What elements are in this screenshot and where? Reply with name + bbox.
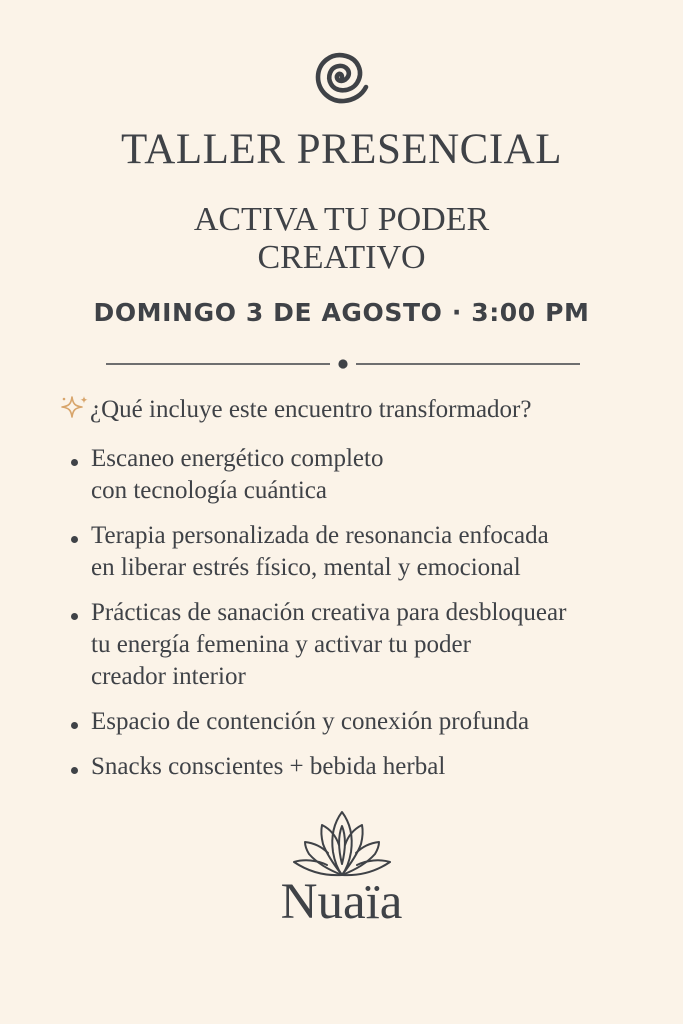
lotus-icon bbox=[289, 808, 395, 880]
includes-list bbox=[70, 443, 670, 796]
subtitle bbox=[0, 201, 683, 277]
subtitle-line-1: ACTIVA TU PODER bbox=[193, 201, 490, 238]
list-item bbox=[70, 597, 670, 693]
event-date: DOMINGO 3 DE AGOSTO · 3:00 PM bbox=[93, 298, 590, 327]
brand-name: Nuaïa bbox=[280, 874, 403, 930]
list-item-line: con tecnología cuántica bbox=[91, 477, 327, 504]
list-item bbox=[70, 706, 670, 738]
list-item bbox=[70, 443, 670, 507]
sparkle-icon bbox=[60, 395, 90, 419]
list-item-line: en liberar estrés físico, mental y emocional bbox=[91, 554, 521, 581]
subtitle-line-2: CREATIVO bbox=[257, 239, 426, 276]
list-item-line: Escaneo energético completo bbox=[91, 445, 384, 472]
list-item-line: creador interior bbox=[91, 663, 246, 690]
list-item-line: Terapia personalizada de resonancia enfocada bbox=[91, 522, 549, 549]
list-item bbox=[70, 520, 670, 584]
list-item-line: Prácticas de sanación creativa para desbloquear bbox=[91, 599, 567, 626]
list-item-line: tu energía femenina y activar tu poder bbox=[91, 631, 471, 658]
page-title: TALLER PRESENCIAL bbox=[120, 126, 563, 173]
includes-question bbox=[60, 394, 531, 426]
list-item-line: Snacks conscientes + bebida herbal bbox=[91, 753, 446, 780]
divider bbox=[106, 357, 580, 371]
list-item bbox=[70, 751, 670, 783]
spiral-icon bbox=[305, 42, 377, 110]
list-item-line: Espacio de contención y conexión profunda bbox=[91, 708, 530, 735]
question-text: ¿Qué incluye este encuentro transformador? bbox=[90, 396, 532, 423]
